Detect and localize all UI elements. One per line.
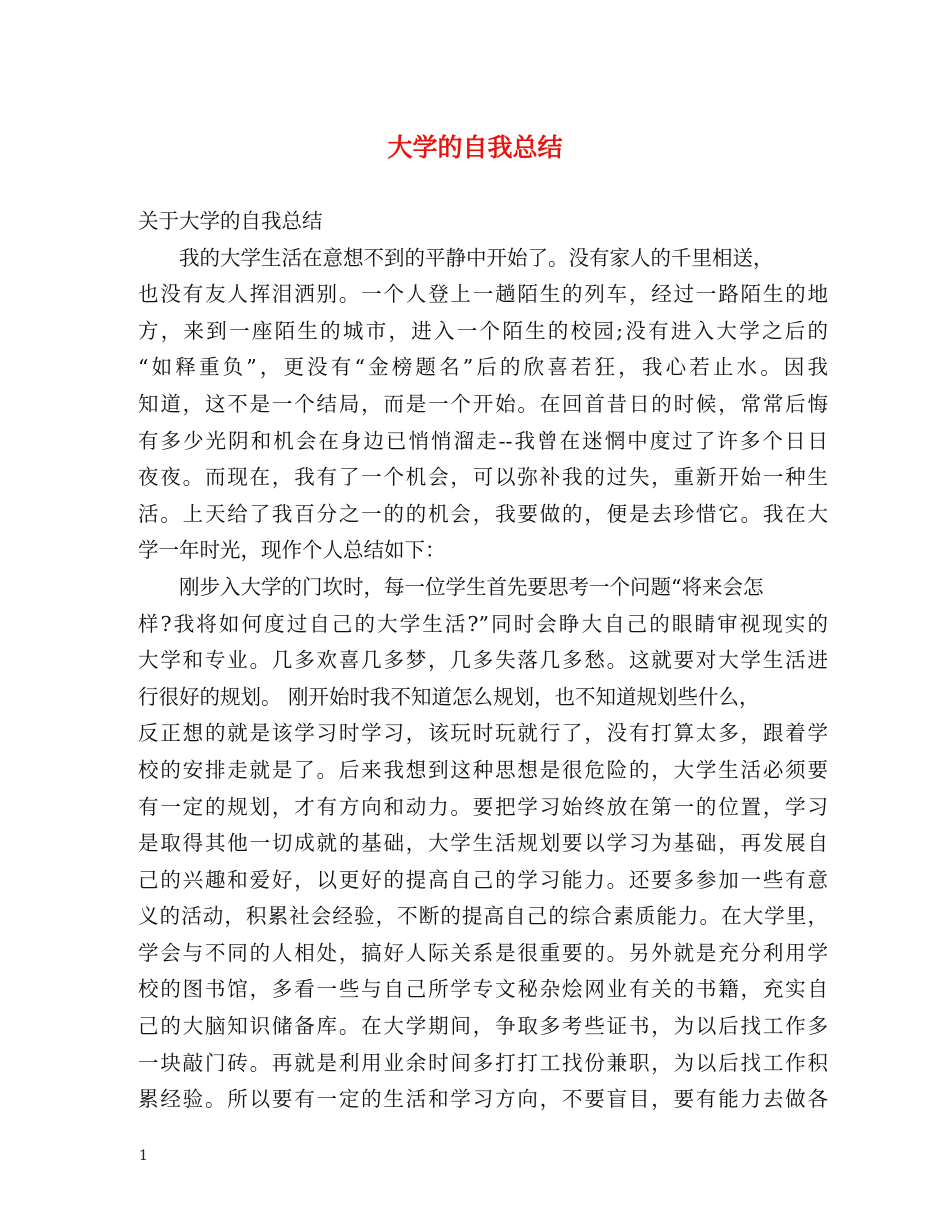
document-title: 大学的自我总结 — [387, 133, 563, 162]
body-line: 累经验。所以要有一定的生活和学习方向，不要盲目，要有能力去做各 — [138, 1087, 828, 1112]
body-line: 一块敲门砖。再就是利用业余时间多打打工找份兼职，为以后找工作积 — [138, 1050, 828, 1075]
body-line: 样?我将如何度过自己的大学生活?”同时会睁大自己的眼睛审视现实的 — [138, 611, 828, 636]
body-line: 我的大学生活在意想不到的平静中开始了。没有家人的千里相送， — [179, 245, 774, 270]
body-line: 知道，这不是一个结局，而是一个开始。在回首昔日的时候，常常后悔 — [138, 391, 828, 416]
body-line: 有多少光阴和机会在身边已悄悄溜走--我曾在迷惘中度过了许多个日日 — [138, 428, 828, 453]
body-line: 学一年时光，现作个人总结如下： — [138, 538, 446, 563]
body-line: 方，来到一座陌生的城市，进入一个陌生的校园;没有进入大学之后的 — [138, 318, 828, 343]
body-line: 是取得其他一切成就的基础，大学生活规划要以学习为基础，再发展自 — [138, 831, 828, 856]
body-line: “如释重负”，更没有“金榜题名”后的欣喜若狂，我心若止水。因我 — [138, 355, 828, 380]
body-line: 己的大脑知识储备库。在大学期间，争取多考些证书，为以后找工作多 — [138, 1014, 828, 1039]
body-line: 反正想的就是该学习时学习，该玩时玩就行了，没有打算太多，跟着学 — [138, 721, 828, 746]
body-line: 校的图书馆，多看一些与自己所学专文秘杂烩网业有关的书籍，充实自 — [138, 977, 828, 1002]
document-subtitle: 关于大学的自我总结 — [138, 209, 323, 233]
body-line: 活。上天给了我百分之一的的机会，我要做的，便是去珍惜它。我在大 — [138, 501, 828, 526]
page-number: 1 — [139, 1148, 148, 1164]
body-line: 校的安排走就是了。后来我想到这种思想是很危险的，大学生活必须要 — [138, 757, 828, 782]
body-line: 也没有友人挥泪洒别。一个人登上一趟陌生的列车，经过一路陌生的地 — [138, 282, 828, 307]
body-line: 学会与不同的人相处，搞好人际关系是很重要的。另外就是充分利用学 — [138, 940, 828, 965]
body-line: 己的兴趣和爱好，以更好的提高自己的学习能力。还要多参加一些有意 — [138, 867, 828, 892]
body-line: 有一定的规划，才有方向和动力。要把学习始终放在第一的位置，学习 — [138, 794, 828, 819]
document-body — [138, 203, 828, 1118]
body-line: 刚步入大学的门坎时，每一位学生首先要思考一个问题“将来会怎 — [179, 574, 764, 599]
body-line: 行很好的规划。 刚开始时我不知道怎么规划，也不知道规划些什么， — [138, 684, 760, 709]
body-line: 义的活动，积累社会经验，不断的提高自己的综合素质能力。在大学里， — [138, 904, 828, 929]
body-line: 大学和专业。几多欢喜几多梦，几多失落几多愁。这就要对大学生活进 — [138, 648, 828, 673]
body-line: 夜夜。而现在，我有了一个机会，可以弥补我的过失，重新开始一种生 — [138, 465, 828, 490]
